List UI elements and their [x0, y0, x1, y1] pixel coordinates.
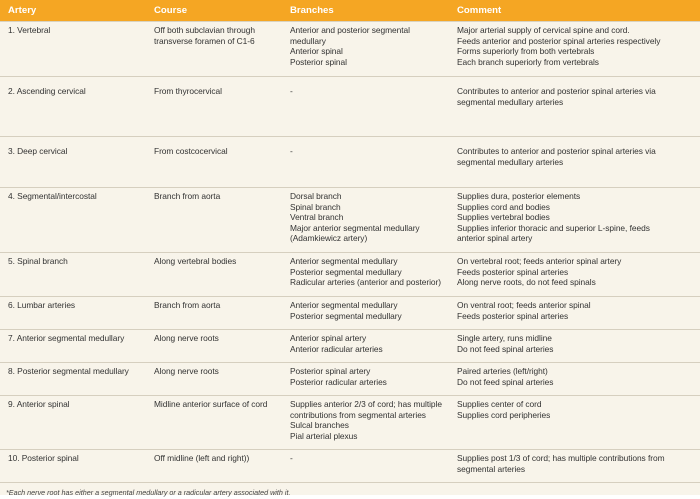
cell-comment: [449, 22, 700, 77]
comment-line: Do not feed spinal arteries: [457, 376, 554, 387]
table-row: [0, 77, 700, 137]
table-row: [0, 22, 700, 77]
course-line: transverse foramen of C1-6: [154, 35, 255, 46]
cell-artery: 5. Spinal branch: [0, 253, 146, 297]
comment-line: segmental medullary arteries: [457, 156, 564, 167]
branches-line: Pial arterial plexus: [290, 430, 358, 441]
cell-course: [146, 188, 282, 253]
comment-line: Supplies center of cord: [457, 399, 542, 409]
branches-line: Posterior segmental medullary: [290, 266, 402, 277]
branches-line: Ventral branch: [290, 212, 344, 223]
cell-artery: 1. Vertebral: [0, 22, 146, 77]
cell-course: [146, 297, 282, 330]
cell-branches: [282, 396, 449, 450]
branches-line: Supplies anterior 2/3 of cord; has multiple: [290, 399, 442, 409]
cell-branches: [282, 77, 449, 137]
cell-course: [146, 22, 282, 77]
comment-line: Each branch superiorly from vertebrals: [457, 56, 599, 67]
course-line: From costcocervical: [154, 146, 228, 156]
cell-course: [146, 450, 282, 483]
branches-line: -: [290, 146, 293, 156]
comment-line: Supplies dura, posterior elements: [457, 191, 581, 201]
comment-line: Feeds anterior and posterior spinal arteries respectively: [457, 35, 661, 46]
branches-line: Sulcal branches: [290, 420, 349, 431]
branches-line: Anterior and posterior segmental: [290, 25, 410, 35]
branches-line: Posterior spinal artery: [290, 366, 371, 376]
table-footnote: *Each nerve root has either a segmental medullary or a radicular artery associated with it.: [6, 488, 291, 497]
cell-comment: [449, 396, 700, 450]
comment-line: Contributes to anterior and posterior spinal arteries via: [457, 86, 656, 96]
table-body: [0, 22, 700, 483]
cell-branches: [282, 188, 449, 253]
cell-course: [146, 77, 282, 137]
cell-branches: [282, 297, 449, 330]
course-line: Along nerve roots: [154, 366, 219, 376]
comment-line: Supplies cord peripheries: [457, 409, 551, 420]
cell-branches: [282, 22, 449, 77]
cell-course: [146, 137, 282, 188]
branches-line: medullary: [290, 35, 326, 46]
comment-line: Supplies vertebral bodies: [457, 212, 550, 223]
comment-line: segmental arteries: [457, 463, 525, 474]
course-line: Midline anterior surface of cord: [154, 399, 268, 409]
cell-branches: [282, 137, 449, 188]
cell-comment: [449, 253, 700, 297]
cell-course: [146, 363, 282, 396]
comment-line: anterior spinal artery: [457, 233, 533, 244]
comment-line: Along nerve roots, do not feed spinals: [457, 277, 596, 288]
table-row: [0, 137, 700, 188]
table-row: [0, 297, 700, 330]
course-line: Along vertebral bodies: [154, 256, 237, 266]
comment-line: Major arterial supply of cervical spine and cord.: [457, 25, 630, 35]
cell-artery: 2. Ascending cervical: [0, 77, 146, 137]
cell-comment: [449, 188, 700, 253]
cell-artery: 7. Anterior segmental medullary: [0, 330, 146, 363]
comment-line: On vertebral root; feeds anterior spinal artery: [457, 256, 622, 266]
course-line: Branch from aorta: [154, 191, 221, 201]
table-row: [0, 188, 700, 253]
comment-line: Single artery, runs midline: [457, 333, 552, 343]
comment-line: Contributes to anterior and posterior spinal arteries via: [457, 146, 656, 156]
table-row: [0, 396, 700, 450]
course-line: From thyrocervical: [154, 86, 222, 96]
cell-comment: [449, 330, 700, 363]
course-line: Along nerve roots: [154, 333, 219, 343]
table-row: [0, 253, 700, 297]
comment-line: On ventral root; feeds anterior spinal: [457, 300, 591, 310]
cell-branches: [282, 450, 449, 483]
cell-comment: [449, 363, 700, 396]
comment-line: Do not feed spinal arteries: [457, 343, 554, 354]
branches-line: Dorsal branch: [290, 191, 342, 201]
cell-artery: 8. Posterior segmental medullary: [0, 363, 146, 396]
cell-comment: [449, 297, 700, 330]
course-line: Branch from aorta: [154, 300, 221, 310]
comment-line: Supplies inferior thoracic and superior L-spine, feeds: [457, 222, 650, 233]
cell-artery: 10. Posterior spinal: [0, 450, 146, 483]
header-artery: Artery: [0, 0, 146, 22]
table-header: [0, 0, 700, 22]
branches-line: Anterior segmental medullary: [290, 300, 398, 310]
branches-line: contributions from segmental arteries: [290, 409, 426, 420]
cell-artery: 4. Segmental/intercostal: [0, 188, 146, 253]
cell-artery: 3. Deep cervical: [0, 137, 146, 188]
branches-line: Anterior radicular arteries: [290, 343, 383, 354]
branches-line: (Adamkiewicz artery): [290, 233, 368, 244]
table-row: [0, 450, 700, 483]
cell-artery: 9. Anterior spinal: [0, 396, 146, 450]
branches-line: Anterior spinal artery: [290, 333, 367, 343]
header-comment: Comment: [449, 0, 700, 22]
branches-line: Anterior segmental medullary: [290, 256, 398, 266]
comment-line: Supplies post 1/3 of cord; has multiple contributions from: [457, 453, 665, 463]
cell-branches: [282, 363, 449, 396]
cell-comment: [449, 77, 700, 137]
cell-branches: [282, 330, 449, 363]
table-row: [0, 330, 700, 363]
course-line: Off midline (left and right)): [154, 453, 250, 463]
cell-course: [146, 330, 282, 363]
branches-line: Spinal branch: [290, 201, 341, 212]
comment-line: Forms superiorly from both vertebrals: [457, 46, 595, 57]
branches-line: Major anterior segmental medullary: [290, 222, 420, 233]
cell-artery: 6. Lumbar arteries: [0, 297, 146, 330]
cell-branches: [282, 253, 449, 297]
branches-line: Posterior segmental medullary: [290, 310, 402, 321]
course-line: Off both subclavian through: [154, 25, 255, 35]
branches-line: -: [290, 453, 293, 463]
cell-comment: [449, 450, 700, 483]
branches-line: Posterior radicular arteries: [290, 376, 387, 387]
comment-line: Feeds posterior spinal arteries: [457, 310, 569, 321]
header-branches: Branches: [282, 0, 449, 22]
comment-line: Feeds posterior spinal arteries: [457, 266, 569, 277]
branches-line: Anterior spinal: [290, 46, 343, 57]
cell-comment: [449, 137, 700, 188]
branches-line: Posterior spinal: [290, 56, 347, 67]
cell-course: [146, 253, 282, 297]
branches-line: Radicular arteries (anterior and posterior): [290, 277, 441, 288]
table-row: [0, 363, 700, 396]
comment-line: segmental medullary arteries: [457, 96, 564, 107]
comment-line: Paired arteries (left/right): [457, 366, 548, 376]
header-course: Course: [146, 0, 282, 22]
branches-line: -: [290, 86, 293, 96]
comment-line: Supplies cord and bodies: [457, 201, 550, 212]
cell-course: [146, 396, 282, 450]
header-row: [0, 0, 700, 22]
